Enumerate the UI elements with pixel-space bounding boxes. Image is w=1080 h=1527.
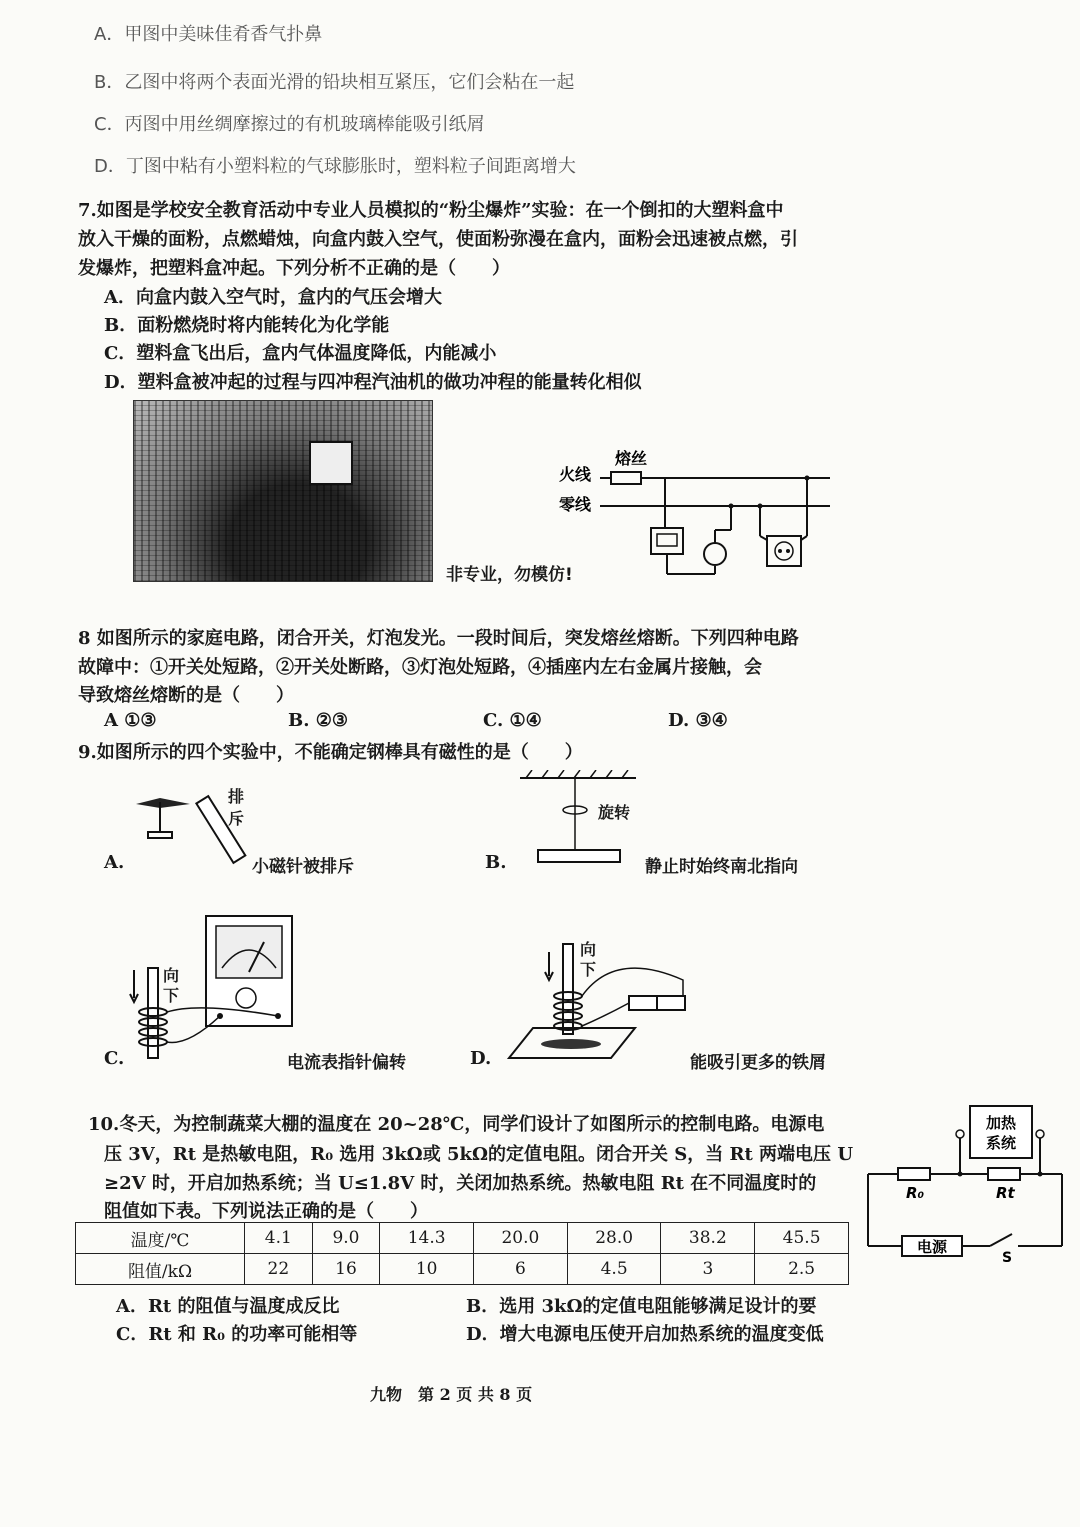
experiment-a-caption: 小磁针被排斥 — [252, 857, 354, 877]
q10-option-d: D．增大电源电压使开启加热系统的温度变低 — [466, 1324, 824, 1345]
q6-option-a: A．甲图中美味佳肴香气扑鼻 — [94, 24, 323, 45]
q8-stem-line3: 导致熔丝熔断的是（ ） — [78, 685, 294, 706]
switch-label: S — [1002, 1250, 1013, 1266]
photo-caption: 非专业，勿模仿! — [446, 565, 573, 585]
q10-stem-line2: 压 3V，Rt 是热敏电阻，R₀ 选用 3kΩ或 5kΩ的定值电阻。闭合开关 S，当 Rt 两端电压 U — [104, 1144, 854, 1165]
heating-control-circuit — [862, 1100, 1068, 1270]
experiment-d-caption: 能吸引更多的铁屑 — [690, 1053, 826, 1073]
q7-option-b: B．面粉燃烧时将内能转化为化学能 — [104, 315, 390, 336]
experiment-c-label: C. — [104, 1048, 125, 1069]
experiment-b-label: B. — [485, 852, 507, 873]
q7-option-c: C．塑料盒飞出后，盒内气体温度降低，内能减小 — [104, 343, 497, 364]
table-cell: 10 — [380, 1254, 474, 1285]
household-circuit-diagram — [545, 440, 845, 580]
q8-option-b: B. ②③ — [288, 710, 349, 731]
c-down-note: 向下 — [163, 966, 180, 1005]
table-cell: 阻值/kΩ — [76, 1254, 245, 1285]
heating-system-label: 加热 — [985, 1114, 1017, 1132]
table-row — [76, 1223, 849, 1254]
q8-option-a: A ①③ — [104, 710, 157, 731]
table-cell: 20.0 — [474, 1223, 568, 1254]
q10-option-a: A．Rt 的阻值与温度成反比 — [116, 1296, 340, 1317]
experiment-b-caption: 静止时始终南北指向 — [645, 857, 798, 877]
rt-label: Rt — [996, 1184, 1015, 1202]
q7-stem-line1: 7.如图是学校安全教育活动中专业人员模拟的“粉尘爆炸”实验：在一个倒扣的大塑料盒中 — [78, 200, 784, 221]
experiment-d-label: D. — [470, 1048, 492, 1069]
q10-option-b: B．选用 3kΩ的定值电阻能够满足设计的要 — [466, 1296, 817, 1317]
table-row — [76, 1254, 849, 1285]
table-cell: 9.0 — [312, 1223, 380, 1254]
experiment-d-electromagnet — [505, 940, 705, 1065]
table-cell: 3 — [661, 1254, 755, 1285]
q10-stem-line1: 10.冬天，为控制蔬菜大棚的温度在 20~28℃，同学们设计了如图所示的控制电路。电源电 — [88, 1114, 825, 1135]
table-cell: 2.5 — [755, 1254, 849, 1285]
table-cell: 22 — [245, 1254, 313, 1285]
q8-stem-line2: 故障中：①开关处短路，②开关处断路，③灯泡处短路，④插座内左右金属片接触，会 — [78, 657, 762, 678]
q8-option-c: C. ①④ — [483, 710, 542, 731]
table-cell: 38.2 — [661, 1223, 755, 1254]
q6-option-b: B．乙图中将两个表面光滑的铅块相互紧压，它们会粘在一起 — [94, 72, 575, 93]
table-cell: 4.5 — [567, 1254, 661, 1285]
svg-text:系统: 系统 — [985, 1134, 1017, 1152]
q6-option-c: C．丙图中用丝绸摩擦过的有机玻璃棒能吸引纸屑 — [94, 114, 485, 135]
rotate-note: 旋转 — [598, 803, 631, 822]
table-cell: 28.0 — [567, 1223, 661, 1254]
live-wire-label: 火线 — [559, 465, 592, 484]
thermistor-table — [75, 1222, 849, 1285]
experiment-c-ammeter — [128, 912, 298, 1062]
q6-option-d: D．丁图中粘有小塑料粒的气球膨胀时，塑料粒子间距离增大 — [94, 156, 576, 177]
repel-note: 排斥 — [228, 787, 245, 828]
d-down-note: 向下 — [580, 940, 597, 979]
dust-explosion-photo — [133, 400, 433, 582]
table-cell: 16 — [312, 1254, 380, 1285]
experiment-a-label: A. — [104, 852, 125, 873]
r0-label: R₀ — [906, 1184, 925, 1202]
q7-stem-line2: 放入干燥的面粉，点燃蜡烛，向盒内鼓入空气，使面粉弥漫在盒内，面粉会迅速被点燃，引 — [78, 229, 798, 250]
q8-option-d: D. ③④ — [668, 710, 728, 731]
fuse-label: 熔丝 — [615, 449, 648, 468]
q10-stem-line4: 阻值如下表。下列说法正确的是（ ） — [104, 1201, 428, 1222]
table-cell: 6 — [474, 1254, 568, 1285]
q10-stem-line3: ≥2V 时，开启加热系统；当 U≤1.8V 时，关闭加热系统。热敏电阻 Rt 在不同温度时的 — [104, 1173, 817, 1194]
neutral-wire-label: 零线 — [559, 495, 592, 514]
q8-stem-line1: 8 如图所示的家庭电路，闭合开关，灯泡发光。一段时间后，突发熔丝熔断。下列四种电路 — [78, 628, 799, 649]
table-cell: 14.3 — [380, 1223, 474, 1254]
table-cell: 温度/℃ — [76, 1223, 245, 1254]
experiment-c-caption: 电流表指针偏转 — [287, 1053, 406, 1073]
q9-stem: 9.如图所示的四个实验中，不能确定钢棒具有磁性的是（ ） — [78, 742, 583, 763]
q7-stem-line3: 发爆炸，把塑料盒冲起。下列分析不正确的是（ ） — [78, 258, 510, 279]
q7-option-d: D．塑料盒被冲起的过程与四冲程汽油机的做功冲程的能量转化相似 — [104, 372, 642, 393]
table-cell: 4.1 — [245, 1223, 313, 1254]
page-footer: 九物 第 2 页 共 8 页 — [370, 1385, 533, 1404]
table-cell: 45.5 — [755, 1223, 849, 1254]
power-source-label: 电源 — [916, 1238, 948, 1256]
q10-option-c: C．Rt 和 R₀ 的功率可能相等 — [116, 1324, 358, 1345]
q7-option-a: A．向盒内鼓入空气时，盒内的气压会增大 — [104, 287, 442, 308]
